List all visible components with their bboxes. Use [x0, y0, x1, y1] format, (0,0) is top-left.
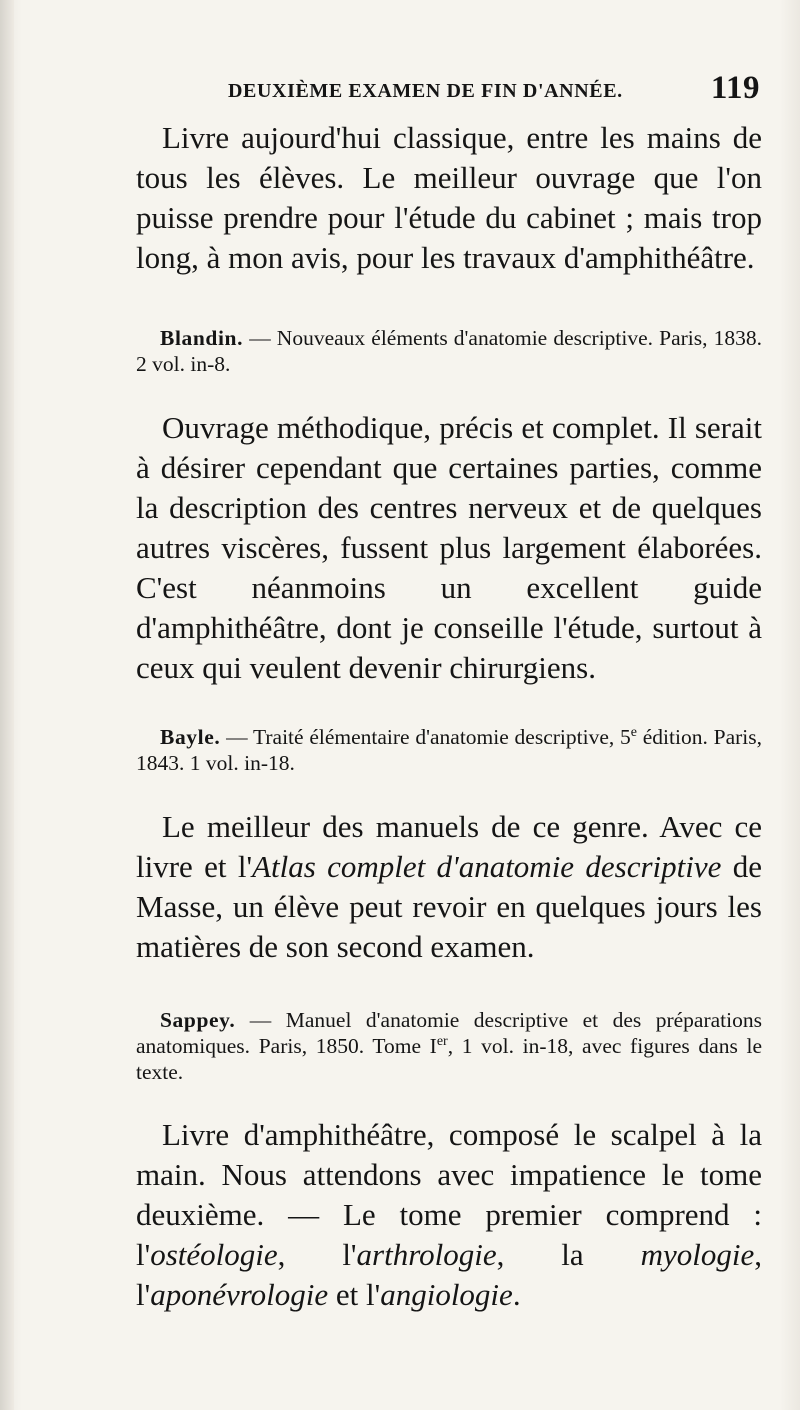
separator-text: , l'	[136, 1237, 763, 1312]
term-angiologie: angiologie	[380, 1277, 513, 1312]
paragraph-methodical-work	[136, 408, 762, 688]
reference-blandin	[136, 325, 762, 377]
edition-superscript: e	[630, 724, 637, 740]
term-arthrologie: arthrologie	[356, 1237, 497, 1272]
paragraph-best-manual	[136, 807, 762, 967]
paragraph-text: Ouvrage méthodique, précis et complet. Il serait à désirer cependant que certaines parties, comme la description des centres nerveux et de quelques autres viscères, fussent plus largement élaborées. C'est néanmoins un excellent guide d'amphithéâtre, dont je conseille l'étude, surtout à ceux qui veulent devenir chirurgiens.	[136, 410, 762, 685]
reference-bayle	[136, 724, 762, 776]
reference-author: Blandin.	[160, 326, 244, 350]
paragraph-text: Livre d'amphithéâtre, composé le scalpel à la main. Nous attendons avec impatience le tome deuxième. — Le tome premier comprend : l'	[136, 1117, 762, 1272]
page-body	[136, 118, 762, 1315]
paragraph-text: Livre aujourd'hui classique, entre les mains de tous les élèves. Le meilleur ouvrage que l'on puisse prendre pour l'étude du cabinet ; mais trop long, à mon avis, pour les travaux d'amphithéâtre.	[136, 120, 762, 275]
page-number: 119	[710, 70, 760, 106]
atlas-title: Atlas complet d'anatomie descriptive	[252, 849, 722, 884]
term-aponevrologie: aponévrologie	[150, 1277, 329, 1312]
reference-author: Sappey.	[160, 1008, 236, 1032]
reference-sappey	[136, 1007, 762, 1085]
reference-text: — Manuel d'anatomie descriptive et des préparations anatomiques. Paris, 1850. Tome I	[136, 1008, 762, 1058]
paragraph-text-continued: de Masse, un élève peut revoir en quelques jours les matières de son second examen.	[136, 849, 762, 964]
reference-author: Bayle.	[160, 725, 221, 749]
paragraph-classic-book	[136, 118, 762, 278]
reference-text: — Traité élémentaire d'anatomie descriptive, 5	[220, 725, 631, 749]
term-myologie: myologie	[640, 1237, 755, 1272]
term-osteologie: ostéologie	[150, 1237, 278, 1272]
running-title: DEUXIÈME EXAMEN DE FIN D'ANNÉE.	[228, 80, 623, 102]
tome-superscript: er	[436, 1033, 448, 1049]
separator-text: , l'	[277, 1237, 357, 1272]
reference-text-continued: , 1 vol. in-18, avec figures dans le texte.	[136, 1034, 762, 1084]
page-header	[228, 70, 760, 110]
paragraph-text: Le meilleur des manuels de ce genre. Avec ce livre et l'	[136, 809, 762, 884]
reference-text: — Nouveaux éléments d'anatomie descriptive. Paris, 1838. 2 vol. in-8.	[136, 326, 762, 376]
page-gutter	[0, 0, 14, 1410]
separator-text: et l'	[328, 1277, 381, 1312]
separator-text: .	[512, 1277, 521, 1312]
separator-text: , la	[496, 1237, 641, 1272]
reference-text-continued: édition. Paris, 1843. 1 vol. in-18.	[136, 725, 762, 775]
paragraph-amphitheatre-book	[136, 1115, 762, 1315]
